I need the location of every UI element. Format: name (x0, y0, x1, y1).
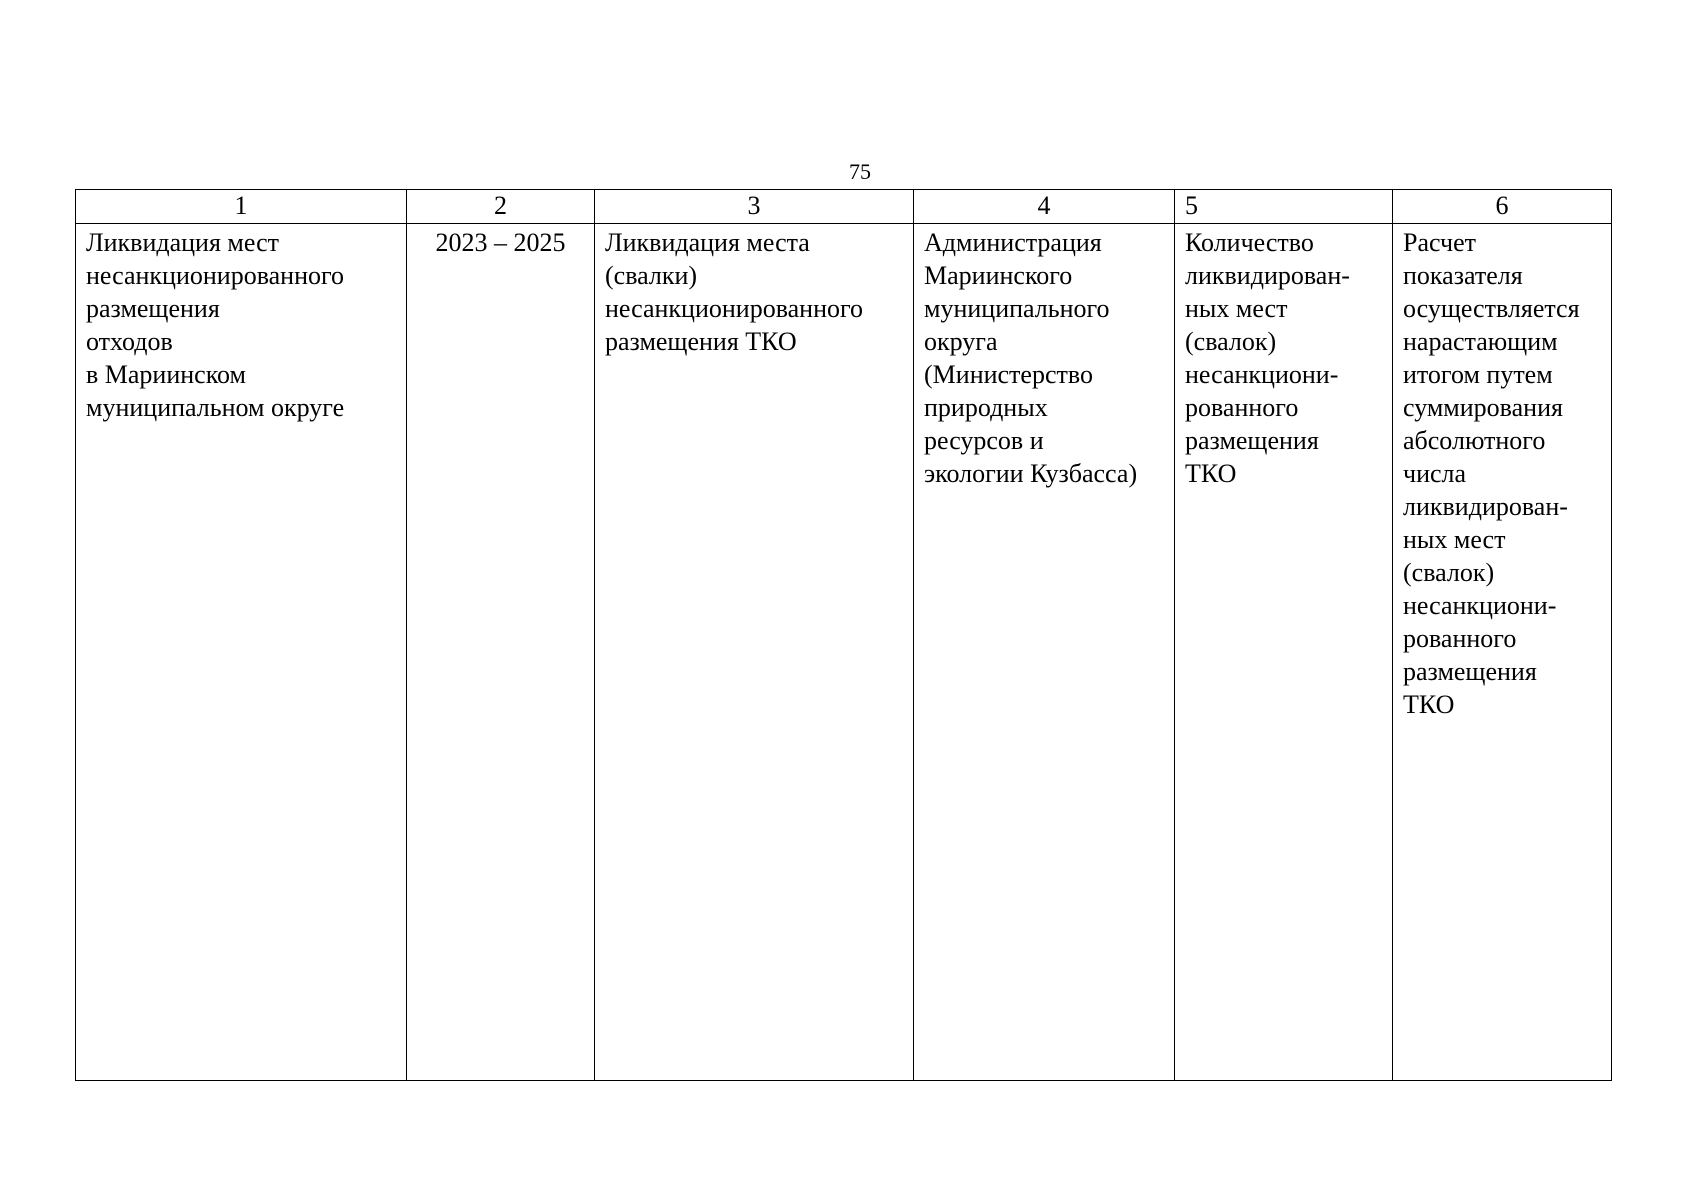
column-number-6: 6 (1393, 190, 1612, 224)
indicator-text: Количество ликвидирован- ных мест (свалок) несанкциони- рованного размещения ТКО (1185, 228, 1350, 488)
column-number-1: 1 (76, 190, 407, 224)
responsible-text: Администрация Мариинского муниципального округа (Министерство природных ресурсов и экологии Кузбасса) (924, 228, 1138, 488)
column-number-4: 4 (914, 190, 1175, 224)
cell-indicator (1175, 224, 1393, 1081)
action-text: Ликвидация места (свалки) несанкционированного размещения ТКО (605, 228, 864, 356)
column-number-3: 3 (595, 190, 914, 224)
cell-responsible (914, 224, 1175, 1081)
calculation-text: Расчет показателя осуществляется нарастающим итогом путем суммирования абсолютного числа ликвидирован- ных мест (свалок) несанкциони- рованного размещения ТКО (1403, 228, 1580, 719)
cell-period (407, 224, 595, 1081)
event-name-text: Ликвидация мест несанкционированного размещения отходов в Мариинском муниципальном округе (86, 228, 345, 422)
cell-calculation (1393, 224, 1612, 1081)
page-number: 75 (849, 159, 871, 184)
table-header-row (76, 190, 1612, 224)
document-table (75, 189, 1612, 1081)
cell-action (595, 224, 914, 1081)
column-number-2: 2 (407, 190, 595, 224)
period-text: 2023 – 2025 (435, 228, 566, 257)
table-row (76, 224, 1612, 1081)
cell-event-name (76, 224, 407, 1081)
column-number-5: 5 (1175, 190, 1393, 224)
